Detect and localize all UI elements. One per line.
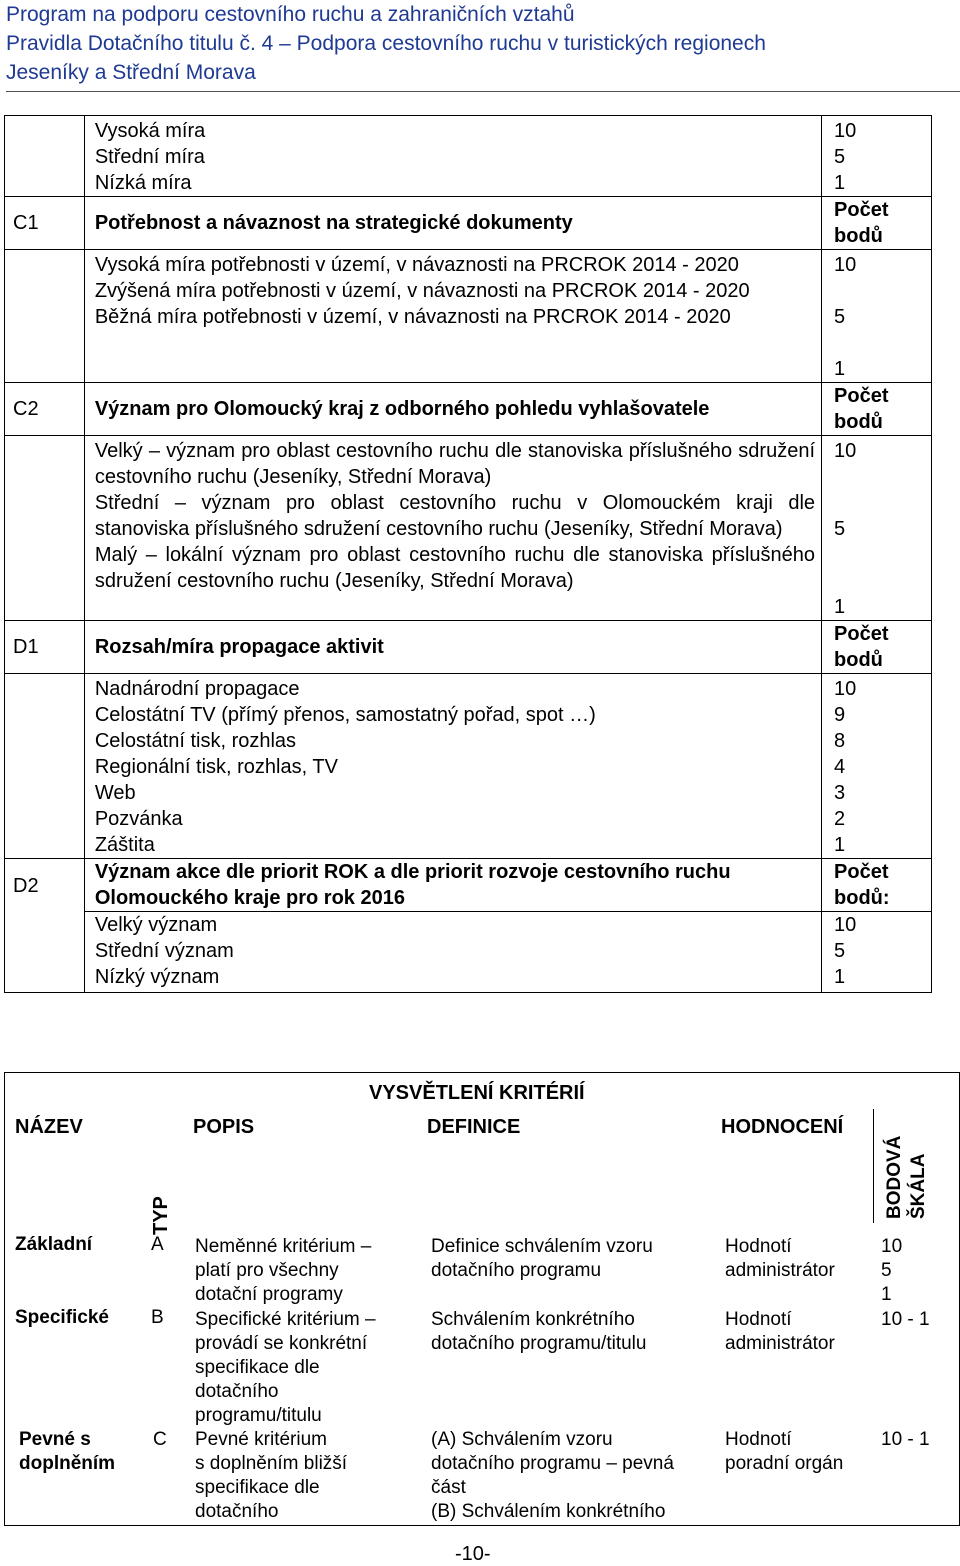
text-line: část: [431, 1477, 466, 1498]
points-value: 1: [834, 966, 846, 988]
points-header: Počet bodů: [822, 621, 932, 674]
row-definition: [431, 1308, 646, 1356]
header-description: POPIS: [193, 1116, 255, 1138]
row-evaluation: [725, 1428, 843, 1476]
points-value: 10: [834, 914, 857, 936]
criteria-table: [4, 115, 932, 993]
row-scale: 10 - 1: [881, 1429, 930, 1450]
header-evaluation: HODNOCENÍ: [721, 1116, 844, 1138]
criterion-code: C2: [5, 383, 85, 436]
row-type: C: [153, 1429, 167, 1450]
list-item: Velký význam: [94, 914, 218, 936]
points-value: 5: [834, 940, 846, 962]
points-value: 5: [834, 146, 846, 168]
criterion-code: C1: [5, 197, 85, 250]
table-row: [5, 621, 932, 674]
row-evaluation: [725, 1235, 835, 1283]
header-line-2: Pravidla Dotačního titulu č. 4 – Podpora cestovního ruchu v turistických regionech: [6, 32, 766, 55]
table-row: [5, 197, 932, 250]
text-line: doplněním: [19, 1453, 116, 1474]
row-description: [195, 1428, 347, 1524]
points-value: 10: [834, 254, 857, 276]
points-value: 1: [834, 172, 846, 194]
points-value: 8: [834, 730, 846, 752]
table-row: [5, 383, 932, 436]
criteria-legend-table: [4, 1072, 960, 1526]
text-line: dotační programy: [195, 1284, 343, 1305]
text-line: Pevné s: [19, 1429, 91, 1450]
row-description: [195, 1235, 371, 1307]
column-divider: [873, 1109, 874, 1223]
text-line: specifikace dle: [195, 1357, 320, 1378]
row-name: Základní: [15, 1234, 93, 1255]
text-line: Specifické kritérium –: [195, 1309, 376, 1330]
points-value: 5: [834, 306, 846, 328]
list-item: Vysoká míra: [94, 120, 206, 142]
points-value: 4: [834, 756, 846, 778]
criterion-title: Význam akce dle priorit ROK a dle priorit rozvoje cestovního ruchu Olomouckého kraje pro rok 2016: [84, 859, 821, 912]
points-value: 10: [834, 440, 857, 462]
text-line: (B) Schválením konkrétního: [431, 1501, 666, 1522]
text-line: dotačního programu/titulu: [431, 1333, 647, 1354]
text-line: administrátor: [725, 1333, 835, 1354]
table-row: [5, 250, 932, 383]
list-item: Střední – význam pro oblast cestovního ruchu v Olomouckém kraji dle stanoviska příslušného sdružení cestovního ruchu (Jeseníky, Střední Morava): [94, 492, 816, 540]
legend-title: VYSVĚTLENÍ KRITÉRIÍ: [369, 1082, 585, 1104]
text-line: Hodnotí: [725, 1309, 792, 1330]
list-item: Běžná míra potřebnosti v území, v návaznosti na PRCROK 2014 - 2020: [94, 306, 731, 328]
header-type: TYP: [150, 1196, 172, 1235]
text-line: Definice schválením vzoru: [431, 1236, 653, 1257]
list-item: Nízká míra: [94, 172, 192, 194]
row-definition: [431, 1428, 674, 1524]
points-value: 1: [834, 358, 846, 380]
points-value: 5: [834, 518, 846, 540]
header-line-1: Program na podporu cestovního ruchu a zahraničních vztahů: [6, 3, 575, 26]
text-line: administrátor: [725, 1260, 835, 1281]
points-header: Počet bodů: [822, 383, 932, 436]
page-number: -10-: [455, 1543, 491, 1565]
list-item: Web: [94, 782, 136, 804]
points-value: 1: [834, 596, 846, 618]
text-line: provádí se konkrétní: [195, 1333, 368, 1354]
text-line: Pevné kritérium: [195, 1429, 327, 1450]
list-item: Malý – lokální význam pro oblast cestovního ruchu dle stanoviska příslušného sdružení cestovního ruchu (Jeseníky, Střední Morava): [94, 544, 816, 592]
list-item: Záštita: [94, 834, 155, 856]
list-item: Nadnárodní propagace: [94, 678, 300, 700]
points-header: Počet bodů:: [822, 859, 932, 912]
text-line: Hodnotí: [725, 1429, 792, 1450]
row-definition: [431, 1235, 653, 1283]
criterion-title: Význam pro Olomoucký kraj z odborného pohledu vyhlašovatele: [84, 383, 821, 436]
list-item: Celostátní tisk, rozhlas: [94, 730, 297, 752]
points-value: 3: [834, 782, 846, 804]
points-value: 10: [834, 678, 857, 700]
points-header: Počet bodů: [822, 197, 932, 250]
text-line: (A) Schválením vzoru: [431, 1429, 613, 1450]
points-value: 2: [834, 808, 846, 830]
points-value: 1: [834, 834, 846, 856]
table-row: [5, 674, 932, 859]
header-name: NÁZEV: [15, 1116, 83, 1138]
page-header: [6, 0, 960, 92]
criterion-code: D2: [5, 859, 85, 993]
row-type: A: [151, 1234, 164, 1255]
row-name: [19, 1428, 115, 1476]
header-scale: BODOVÁ ŠKÁLA: [884, 1135, 929, 1219]
list-item: Celostátní TV (přímý přenos, samostatný pořad, spot …): [94, 704, 596, 726]
list-item: Nízký význam: [94, 966, 220, 988]
criterion-title: Rozsah/míra propagace aktivit: [84, 621, 821, 674]
table-row: [5, 912, 932, 993]
row-type: B: [151, 1307, 164, 1328]
row-scale: 10 - 1: [881, 1309, 930, 1330]
text-line: Hodnotí: [725, 1236, 792, 1257]
table-row: [5, 116, 932, 197]
list-item: Střední míra: [94, 146, 205, 168]
row-name: Specifické: [15, 1307, 109, 1328]
list-item: Regionální tisk, rozhlas, TV: [94, 756, 338, 778]
text-line: dotačního programu: [431, 1260, 602, 1281]
text-line: specifikace dle: [195, 1477, 320, 1498]
text-line: dotačního programu – pevná: [431, 1453, 674, 1474]
list-item: Zvýšená míra potřebnosti v území, v návaznosti na PRCROK 2014 - 2020: [94, 280, 750, 302]
row-evaluation: [725, 1308, 835, 1356]
text-line: dotačního: [195, 1501, 279, 1522]
row-scale: [881, 1235, 902, 1307]
criterion-code: D1: [5, 621, 85, 674]
text-line: poradní orgán: [725, 1453, 844, 1474]
header-line-3: Jeseníky a Střední Morava: [6, 61, 256, 84]
text-line: 10: [881, 1236, 903, 1257]
table-row: [5, 859, 932, 912]
text-line: programu/titulu: [195, 1405, 322, 1426]
header-definition: DEFINICE: [427, 1116, 521, 1138]
text-line: 1: [881, 1284, 892, 1305]
points-value: 9: [834, 704, 846, 726]
list-item: Velký – význam pro oblast cestovního ruchu dle stanoviska příslušného sdružení cestovního ruchu (Jeseníky, Střední Morava): [94, 440, 816, 488]
list-item: Vysoká míra potřebnosti v území, v návaznosti na PRCROK 2014 - 2020: [94, 254, 739, 276]
text-line: Neměnné kritérium –: [195, 1236, 372, 1257]
text-line: s doplněním bližší: [195, 1453, 348, 1474]
text-line: Schválením konkrétního: [431, 1309, 635, 1330]
text-line: 5: [881, 1260, 892, 1281]
text-line: platí pro všechny: [195, 1260, 339, 1281]
table-row: [5, 436, 932, 621]
list-item: Střední význam: [94, 940, 234, 962]
criterion-title: Potřebnost a návaznost na strategické dokumenty: [84, 197, 821, 250]
list-item: Pozvánka: [94, 808, 183, 830]
points-value: 10: [834, 120, 857, 142]
row-description: [195, 1308, 376, 1428]
text-line: dotačního: [195, 1381, 279, 1402]
